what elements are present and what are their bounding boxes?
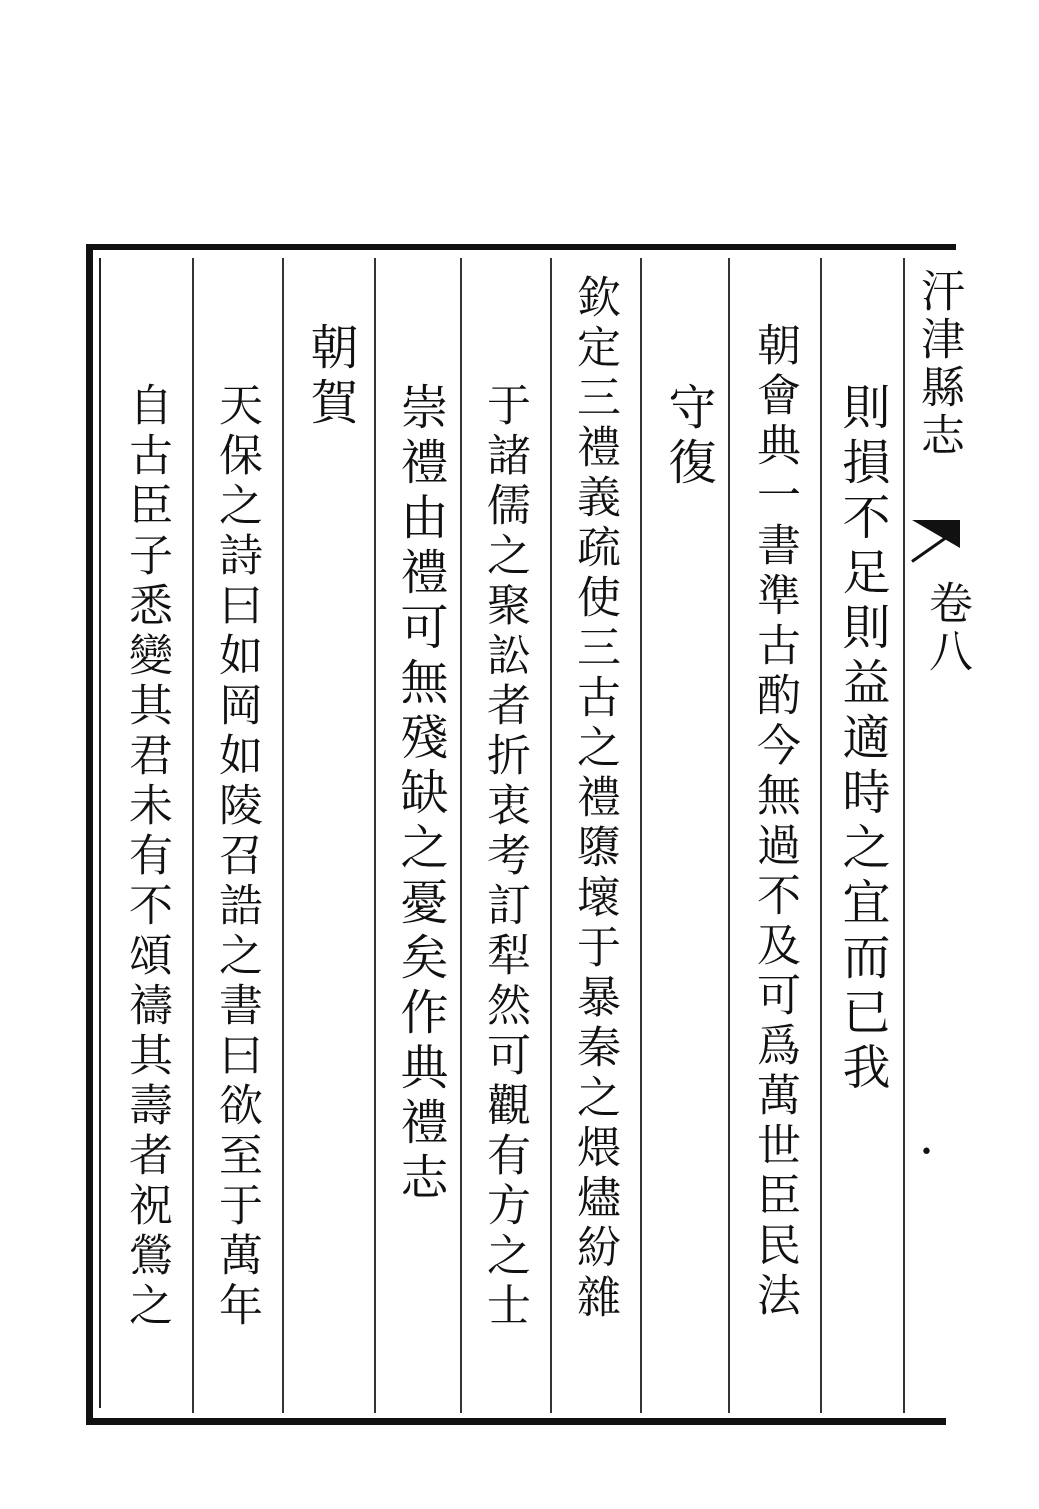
text-column: 朝賀	[302, 322, 358, 432]
spine-volume: 卷八	[921, 580, 972, 676]
text-column: 自古臣子悉變其君未有不頌禱其壽者祝鶯之	[121, 382, 172, 1332]
text-column: 朝會典一書準古酌今無過不及可爲萬世臣民法	[749, 322, 800, 1322]
spine-rule	[903, 258, 905, 1413]
text-column: 天保之詩曰如岡如陵召誥之書曰欲至于萬年	[211, 382, 262, 1332]
text-column: 于諸儒之聚訟者折衷考訂犁然可觀有方之士	[479, 382, 530, 1332]
column-rule	[640, 258, 642, 1413]
column-rule	[460, 258, 462, 1413]
frame-inner-line	[99, 258, 101, 1408]
column-rule	[374, 258, 376, 1413]
frame-top-border	[86, 244, 956, 250]
spine-title: 汗津縣志	[913, 268, 964, 460]
column-rule	[192, 258, 194, 1413]
text-column: 欽定三禮義疏使三古之禮隳壞于暴秦之煨燼紛雜	[569, 274, 620, 1324]
column-rule	[820, 258, 822, 1413]
frame-bottom-border	[86, 1418, 946, 1425]
column-rule	[550, 258, 552, 1413]
text-column: 守復	[660, 382, 716, 492]
frame-left-border	[86, 244, 93, 1424]
text-column: 崇禮由禮可無殘缺之憂矣作典禮志	[392, 382, 448, 1207]
column-rule	[728, 258, 730, 1413]
spine-mark: •	[920, 1140, 933, 1165]
column-rule	[282, 258, 284, 1413]
text-column: 則損不足則益適時之宜而已我	[834, 382, 890, 1097]
